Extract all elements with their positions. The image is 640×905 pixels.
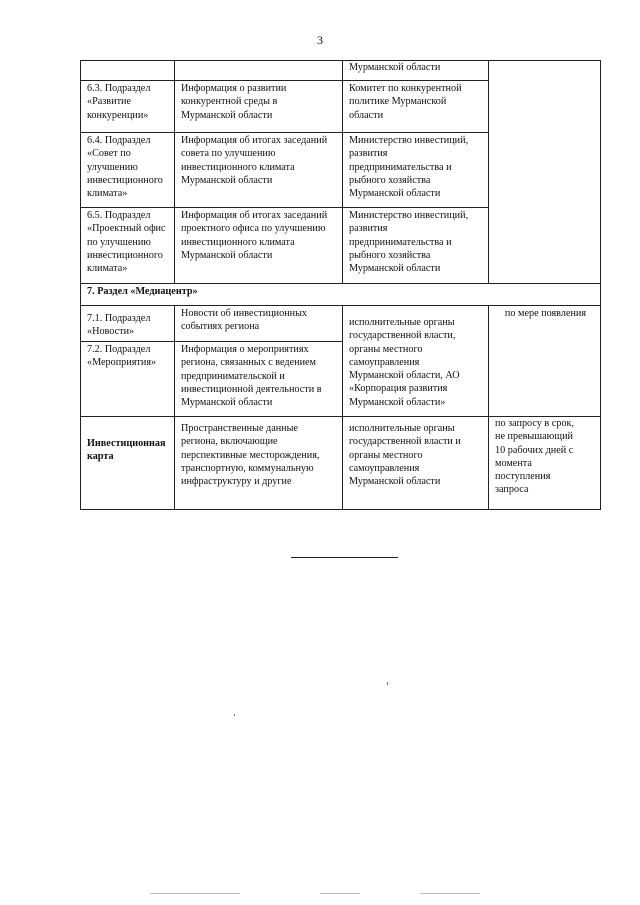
cell-content-7-2: Информация о мероприятиях региона, связанных с ведением предпринимательской и инвестиционной деятельности в Мурманской области — [175, 342, 343, 417]
cell-responsible-6-5: Министерство инвестиций, развития предпринимательства и рыбного хозяйства Мурманской области — [343, 208, 489, 284]
table-row — [81, 417, 601, 510]
cell-section-6-4: 6.4. Подраздел «Совет по улучшению инвестиционного климата» — [81, 133, 175, 208]
cell-content-6-3: Информация о развитии конкурентной среды в Мурманской области — [175, 81, 343, 133]
info-table — [80, 60, 601, 510]
cell-deadline-map: по запросу в срок, не превышающий 10 рабочих дней с момента поступления запроса — [489, 417, 601, 510]
table-row — [81, 284, 601, 306]
cell-responsible-7: исполнительные органы государственной власти, органы местного самоуправления Мурманской области, АО «Корпорация развития Мурманской области» — [343, 306, 489, 417]
closing-rule — [291, 557, 398, 558]
page-number: 3 — [317, 33, 323, 47]
cell-content-map: Пространственные данные региона, включающие перспективные месторождения, транспортную, коммунальную инфраструктуру и другие — [175, 417, 343, 510]
scan-speck — [387, 682, 388, 685]
cell-section-6-5: 6.5. Подраздел «Проектный офис по улучшению инвестиционного климата» — [81, 208, 175, 284]
table-row — [81, 61, 601, 81]
scan-speck — [150, 893, 240, 894]
cell-responsible-cont: Мурманской области — [343, 61, 489, 81]
cell-content-6-5: Информация об итогах заседаний проектного офиса по улучшению инвестиционного климата Мурманской области — [175, 208, 343, 284]
scan-speck — [320, 893, 360, 894]
scan-speck — [234, 714, 235, 716]
cell-content-cont — [175, 61, 343, 81]
cell-section-6-3: 6.3. Подраздел «Развитие конкуренции» — [81, 81, 175, 133]
cell-section-map: Инвестиционная карта — [81, 417, 175, 510]
cell-content-6-4: Информация об итогах заседаний совета по улучшению инвестиционного климата Мурманской области — [175, 133, 343, 208]
cell-responsible-6-4: Министерство инвестиций, развития предпринимательства и рыбного хозяйства Мурманской области — [343, 133, 489, 208]
scan-speck — [420, 893, 480, 894]
table-row — [81, 306, 601, 342]
cell-section-7-1: 7.1. Подраздел «Новости» — [81, 306, 175, 342]
cell-responsible-map: исполнительные органы государственной власти и органы местного самоуправления Мурманской области — [343, 417, 489, 510]
cell-deadline-7: по мере появления — [489, 306, 601, 417]
cell-section-7-2: 7.2. Подраздел «Мероприятия» — [81, 342, 175, 417]
cell-section-cont — [81, 61, 175, 81]
section-heading-7: 7. Раздел «Медиацентр» — [81, 284, 601, 306]
cell-responsible-6-3: Комитет по конкурентной политике Мурманской области — [343, 81, 489, 133]
cell-content-7-1: Новости об инвестиционных событиях региона — [175, 306, 343, 342]
cell-deadline-6 — [489, 61, 601, 284]
